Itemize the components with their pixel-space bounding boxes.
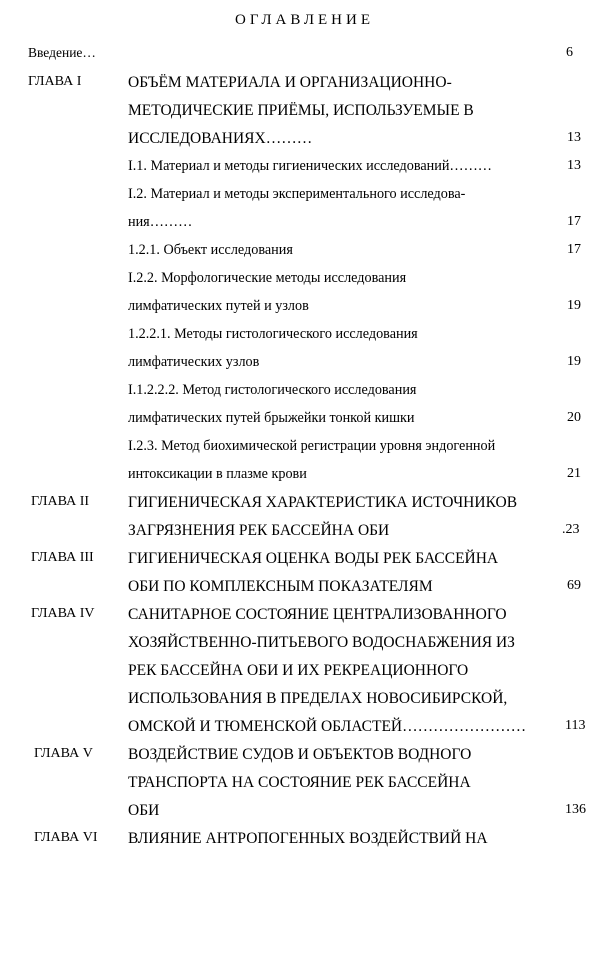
chapter-title-line: ИСПОЛЬЗОВАНИЯ В ПРЕДЕЛАХ НОВОСИБИРСКОЙ, [128, 690, 508, 707]
page-number: 21 [567, 466, 581, 481]
chapter-title-line: САНИТАРНОЕ СОСТОЯНИЕ ЦЕНТРАЛИЗОВАННОГО [128, 606, 507, 623]
page-number: 13 [567, 158, 581, 173]
section-title-line: I.1. Материал и методы гигиенических исследований……… [128, 158, 492, 174]
chapter-label: ГЛАВА I [28, 74, 82, 89]
page-number: 136 [565, 802, 586, 817]
chapter-title-line: ТРАНСПОРТА НА СОСТОЯНИЕ РЕК БАССЕЙНА [128, 774, 471, 791]
page-number: 69 [567, 578, 581, 593]
chapter-label: ГЛАВА VI [34, 830, 98, 845]
chapter-title-line: МЕТОДИЧЕСКИЕ ПРИЁМЫ, ИСПОЛЬЗУЕМЫЕ В [128, 102, 474, 119]
page-number: 20 [567, 410, 581, 425]
chapter-title-line: ХОЗЯЙСТВЕННО-ПИТЬЕВОГО ВОДОСНАБЖЕНИЯ ИЗ [128, 634, 515, 651]
page-number: 17 [567, 242, 581, 257]
chapter-title-line: ВОЗДЕЙСТВИЕ СУДОВ И ОБЪЕКТОВ ВОДНОГО [128, 746, 472, 763]
page-number: .23 [562, 522, 580, 537]
page-number: 17 [567, 214, 581, 229]
chapter-title-line: ОБИ ПО КОМПЛЕКСНЫМ ПОКАЗАТЕЛЯМ [128, 578, 433, 595]
section-title-line: лимфатических путей брыжейки тонкой кишки [128, 410, 415, 426]
page-number: 113 [565, 718, 586, 733]
section-title-line: интоксикации в плазме крови [128, 466, 307, 482]
page-number: 13 [567, 130, 581, 145]
chapter-title-line: РЕК БАССЕЙНА ОБИ И ИХ РЕКРЕАЦИОННОГО [128, 662, 469, 679]
chapter-title-line: ОБЪЁМ МАТЕРИАЛА И ОРГАНИЗАЦИОННО- [128, 74, 452, 91]
intro-label: Введение… [28, 45, 96, 60]
section-title-line: 1.2.2.1. Методы гистологического исследования [128, 326, 418, 342]
chapter-title-line: ГИГИЕНИЧЕСКАЯ ХАРАКТЕРИСТИКА ИСТОЧНИКОВ [128, 494, 518, 511]
section-title-line: I.2.2. Морфологические методы исследования [128, 270, 407, 286]
chapter-title-line: ОБИ [128, 802, 160, 819]
page-number: 19 [567, 354, 581, 369]
chapter-label: ГЛАВА V [34, 746, 93, 761]
section-title-line: лимфатических узлов [128, 354, 260, 370]
chapter-title-line: ГИГИЕНИЧЕСКАЯ ОЦЕНКА ВОДЫ РЕК БАССЕЙНА [128, 550, 499, 567]
section-title-line: I.1.2.2.2. Метод гистологического исследования [128, 382, 417, 398]
intro-page-number: 6 [566, 45, 573, 60]
chapter-title-line: ИССЛЕДОВАНИЯХ……… [128, 130, 313, 147]
section-title-line: 1.2.1. Объект исследования [128, 242, 293, 258]
section-title-line: I.2. Материал и методы экспериментального исследова- [128, 186, 466, 202]
section-title-line: I.2.3. Метод биохимической регистрации уровня эндогенной [128, 438, 496, 454]
chapter-label: ГЛАВА IV [31, 606, 95, 621]
chapter-label: ГЛАВА III [31, 550, 94, 565]
chapter-title-line: ЗАГРЯЗНЕНИЯ РЕК БАССЕЙНА ОБИ [128, 522, 390, 539]
chapter-title-line: ОМСКОЙ И ТЮМЕНСКОЙ ОБЛАСТЕЙ…………………… [128, 718, 527, 735]
page-title: ОГЛАВЛЕНИЕ [235, 12, 374, 28]
page-number: 19 [567, 298, 581, 313]
section-title-line: лимфатических путей и узлов [128, 298, 309, 314]
section-title-line: ния……… [128, 214, 193, 230]
chapter-label: ГЛАВА II [31, 494, 90, 509]
chapter-title-line: ВЛИЯНИЕ АНТРОПОГЕННЫХ ВОЗДЕЙСТВИЙ НА [128, 830, 488, 847]
